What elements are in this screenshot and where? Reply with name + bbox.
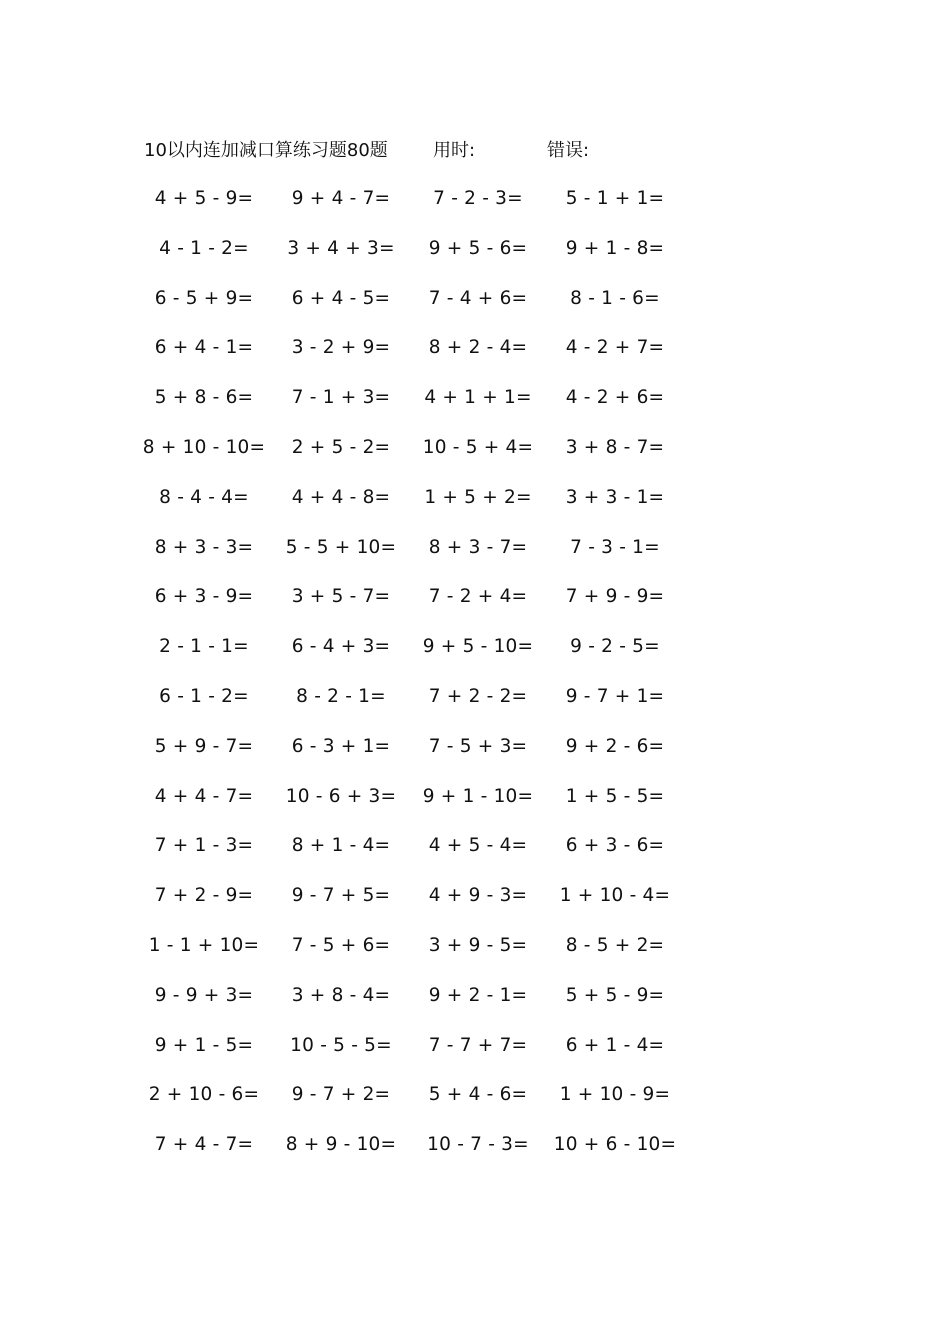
arithmetic-problem: 7 - 2 - 3= [433,188,523,209]
worksheet-title: 10以内连加减口算练习题80题 [144,140,388,161]
arithmetic-problem: 5 + 4 - 6= [428,1084,528,1106]
arithmetic-problem: 3 + 5 - 7= [291,586,391,608]
arithmetic-problem: 2 - 1 - 1= [159,636,249,658]
arithmetic-problem: 7 + 2 - 2= [428,685,528,707]
arithmetic-problem: 9 - 9 + 3= [154,984,254,1006]
arithmetic-problem: 9 - 7 + 1= [565,685,665,707]
arithmetic-problem: 9 + 2 - 6= [565,735,665,757]
arithmetic-problem: 8 - 2 - 1= [296,685,386,707]
problem-row [0,435,950,485]
arithmetic-problem: 7 - 7 + 7= [428,1034,528,1056]
arithmetic-problem: 6 - 5 + 9= [154,287,254,309]
arithmetic-problem: 5 + 9 - 7= [154,735,254,757]
arithmetic-problem: 6 + 4 - 5= [291,287,391,309]
error-count-label: 错误: [547,140,590,161]
arithmetic-problem: 5 + 8 - 6= [154,387,254,409]
arithmetic-problem: 8 + 10 - 10= [142,436,266,458]
problem-row [0,1132,950,1182]
arithmetic-problem: 9 + 5 - 6= [428,237,528,259]
arithmetic-problem: 10 - 7 - 3= [427,1134,529,1156]
arithmetic-problem: 7 - 5 + 3= [428,735,528,757]
problem-row [0,684,950,734]
arithmetic-problem: 8 + 2 - 4= [428,337,528,359]
arithmetic-problem: 1 + 5 - 5= [565,785,665,807]
arithmetic-problem: 9 + 1 - 10= [422,785,534,807]
arithmetic-problem: 8 + 3 - 3= [154,536,254,558]
arithmetic-problem: 10 - 5 - 5= [290,1034,392,1056]
arithmetic-problem: 9 - 7 + 2= [291,1084,391,1106]
problem-row [0,535,950,585]
problem-grid [0,186,950,1182]
arithmetic-problem: 3 + 3 - 1= [565,486,665,508]
arithmetic-problem: 3 - 2 + 9= [291,337,391,359]
arithmetic-problem: 6 + 3 - 6= [565,835,665,857]
arithmetic-problem: 6 + 4 - 1= [154,337,254,359]
arithmetic-problem: 4 - 2 + 6= [565,387,665,409]
problem-row [0,833,950,883]
arithmetic-problem: 9 + 2 - 1= [428,984,528,1006]
arithmetic-problem: 7 + 9 - 9= [565,586,665,608]
arithmetic-problem: 6 - 4 + 3= [291,636,391,658]
arithmetic-problem: 6 - 1 - 2= [159,685,249,707]
problem-row [0,1082,950,1132]
arithmetic-problem: 4 - 1 - 2= [159,237,249,259]
arithmetic-problem: 7 + 2 - 9= [154,885,254,907]
arithmetic-problem: 3 + 8 - 7= [565,436,665,458]
problem-row [0,634,950,684]
problem-row [0,335,950,385]
arithmetic-problem: 4 + 9 - 3= [428,885,528,907]
arithmetic-problem: 4 + 5 - 9= [154,188,254,209]
arithmetic-problem: 8 + 9 - 10= [285,1134,397,1156]
arithmetic-problem: 5 - 1 + 1= [565,188,665,209]
arithmetic-problem: 9 - 7 + 5= [291,885,391,907]
arithmetic-problem: 7 - 1 + 3= [291,387,391,409]
arithmetic-problem: 1 + 10 - 9= [559,1084,671,1106]
arithmetic-problem: 8 - 5 + 2= [565,934,665,956]
arithmetic-problem: 8 - 4 - 4= [159,486,249,508]
problem-row [0,784,950,834]
problem-row [0,385,950,435]
problem-row [0,236,950,286]
arithmetic-problem: 9 + 5 - 10= [422,636,534,658]
arithmetic-problem: 3 + 8 - 4= [291,984,391,1006]
arithmetic-problem: 1 + 10 - 4= [559,885,671,907]
arithmetic-problem: 3 + 9 - 5= [428,934,528,956]
arithmetic-problem: 10 - 5 + 4= [422,436,534,458]
problem-row [0,933,950,983]
arithmetic-problem: 1 + 5 + 2= [424,486,532,508]
arithmetic-problem: 4 + 1 + 1= [424,387,532,409]
arithmetic-problem: 9 + 1 - 8= [565,237,665,259]
arithmetic-problem: 7 + 4 - 7= [154,1134,254,1156]
problem-row [0,734,950,784]
arithmetic-problem: 4 + 4 - 8= [291,486,391,508]
arithmetic-problem: 7 + 1 - 3= [154,835,254,857]
arithmetic-problem: 6 - 3 + 1= [291,735,391,757]
arithmetic-problem: 2 + 5 - 2= [291,436,391,458]
time-used-label: 用时: [433,140,476,161]
worksheet-header [0,137,950,165]
arithmetic-problem: 5 - 5 + 10= [285,536,397,558]
problem-row [0,983,950,1033]
arithmetic-problem: 1 - 1 + 10= [148,934,260,956]
arithmetic-problem: 7 - 3 - 1= [570,536,660,558]
arithmetic-problem: 6 + 1 - 4= [565,1034,665,1056]
problem-row [0,485,950,535]
arithmetic-problem: 9 + 4 - 7= [291,188,391,209]
problem-row [0,883,950,933]
problem-row [0,186,950,236]
arithmetic-problem: 6 + 3 - 9= [154,586,254,608]
arithmetic-problem: 2 + 10 - 6= [148,1084,260,1106]
arithmetic-problem: 7 - 2 + 4= [428,586,528,608]
arithmetic-problem: 5 + 5 - 9= [565,984,665,1006]
arithmetic-problem: 8 + 1 - 4= [291,835,391,857]
arithmetic-problem: 7 - 4 + 6= [428,287,528,309]
arithmetic-problem: 9 + 1 - 5= [154,1034,254,1056]
arithmetic-problem: 9 - 2 - 5= [570,636,660,658]
arithmetic-problem: 8 - 1 - 6= [570,287,660,309]
arithmetic-problem: 4 + 4 - 7= [154,785,254,807]
arithmetic-problem: 7 - 5 + 6= [291,934,391,956]
arithmetic-problem: 4 - 2 + 7= [565,337,665,359]
problem-row [0,286,950,336]
arithmetic-problem: 10 + 6 - 10= [553,1134,677,1156]
arithmetic-problem: 3 + 4 + 3= [287,237,395,259]
problem-row [0,584,950,634]
arithmetic-problem: 4 + 5 - 4= [428,835,528,857]
arithmetic-problem: 10 - 6 + 3= [285,785,397,807]
problem-row [0,1033,950,1083]
arithmetic-problem: 8 + 3 - 7= [428,536,528,558]
